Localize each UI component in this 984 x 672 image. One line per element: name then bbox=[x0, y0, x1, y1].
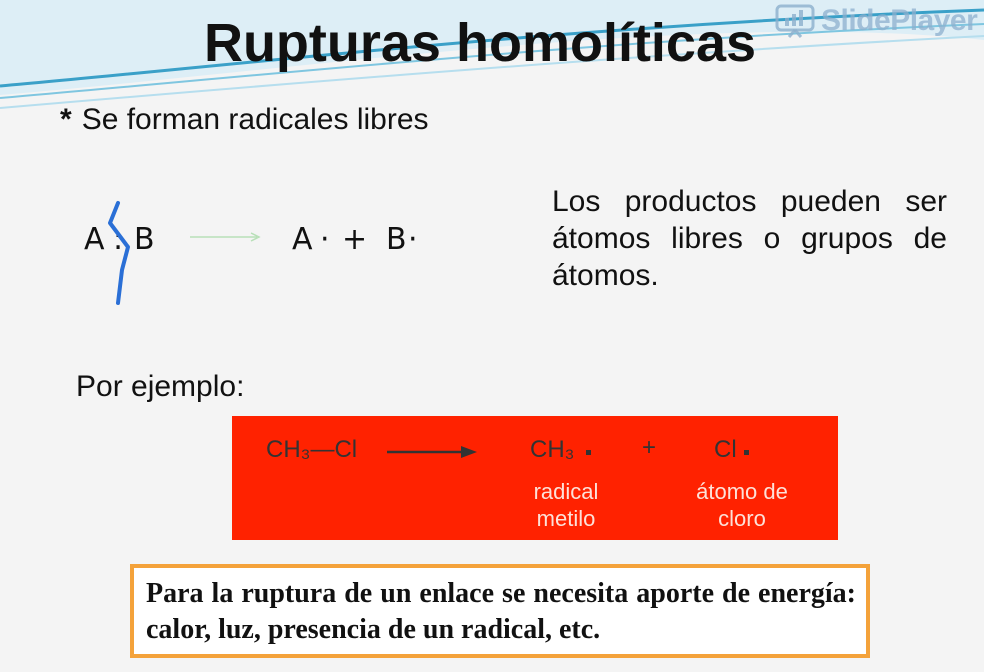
bond-cut-and-arrow bbox=[100, 195, 300, 310]
bullet-text: Se forman radicales libres bbox=[81, 103, 429, 136]
logo-text: SlidePlayer bbox=[821, 4, 978, 37]
eq-radical-b: B bbox=[386, 222, 407, 257]
reaction-box bbox=[232, 416, 838, 540]
reaction-plus: + bbox=[642, 434, 657, 461]
slide-title: Rupturas homolíticas bbox=[203, 13, 757, 73]
radical-dot bbox=[586, 450, 591, 455]
eq-plus: + bbox=[342, 222, 368, 257]
products-text: Los productos pueden ser átomos libres o grupos de átomos. bbox=[552, 185, 947, 292]
bullet-marker: * bbox=[60, 103, 72, 136]
eq-dot-b: · bbox=[408, 222, 418, 257]
eq-atom-a: A bbox=[84, 222, 105, 257]
eq-radical-a: A bbox=[292, 222, 313, 257]
radical-dot bbox=[744, 450, 749, 455]
chlorine-label: átomo de cloro bbox=[696, 479, 788, 531]
eq-atom-b: B bbox=[134, 222, 155, 257]
eq-bond-colon: : bbox=[113, 222, 124, 257]
reactant: CH₃—Cl bbox=[266, 436, 358, 463]
product-chlorine: Cl bbox=[714, 436, 737, 463]
bullet-line bbox=[60, 103, 429, 137]
eq-dot-a: · bbox=[320, 222, 330, 257]
example-label: Por ejemplo: bbox=[76, 370, 245, 403]
cut-line-icon bbox=[110, 203, 128, 303]
arrow-icon bbox=[387, 444, 479, 460]
methyl-label: radical metilo bbox=[533, 479, 599, 531]
product-methyl: CH₃ bbox=[530, 436, 575, 463]
energy-note: Para la ruptura de un enlace se necesita aporte de energía: calor, luz, presencia de un radical, etc. bbox=[130, 564, 870, 658]
